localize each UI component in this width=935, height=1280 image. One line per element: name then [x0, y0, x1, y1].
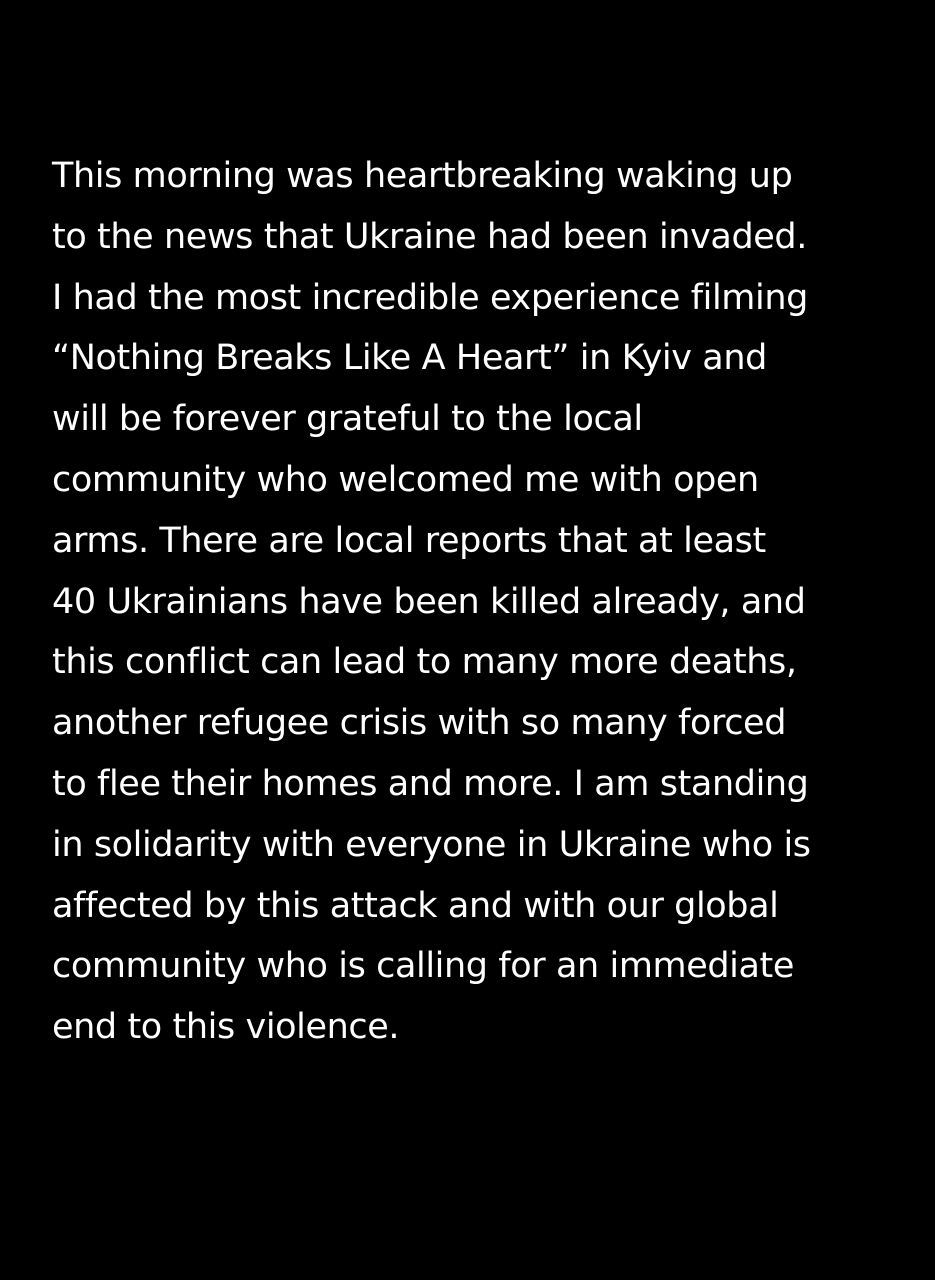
statement-line: to the news that Ukraine had been invaded.	[52, 216, 807, 257]
statement-text	[52, 146, 912, 1058]
statement-line: this conflict can lead to many more deaths,	[52, 642, 797, 683]
statement-line: to flee their homes and more. I am standing	[52, 763, 809, 804]
statement-line: another refugee crisis with so many forced	[52, 703, 787, 744]
statement-line: arms. There are local reports that at least	[52, 520, 766, 561]
statement-line: I had the most incredible experience filming	[52, 277, 808, 318]
statement-line: end to this violence.	[52, 1007, 400, 1048]
statement-line: 40 Ukrainians have been killed already, and	[52, 581, 806, 622]
statement-line: “Nothing Breaks Like A Heart” in Kyiv and	[52, 338, 767, 379]
statement-line: in solidarity with everyone in Ukraine who is	[52, 824, 811, 865]
statement-line: This morning was heartbreaking waking up	[52, 156, 793, 196]
statement-line: community who welcomed me with open	[52, 459, 759, 500]
statement-line: will be forever grateful to the local	[52, 399, 643, 440]
statement-line: community who is calling for an immediate	[52, 946, 795, 987]
statement-line: affected by this attack and with our global	[52, 885, 779, 926]
